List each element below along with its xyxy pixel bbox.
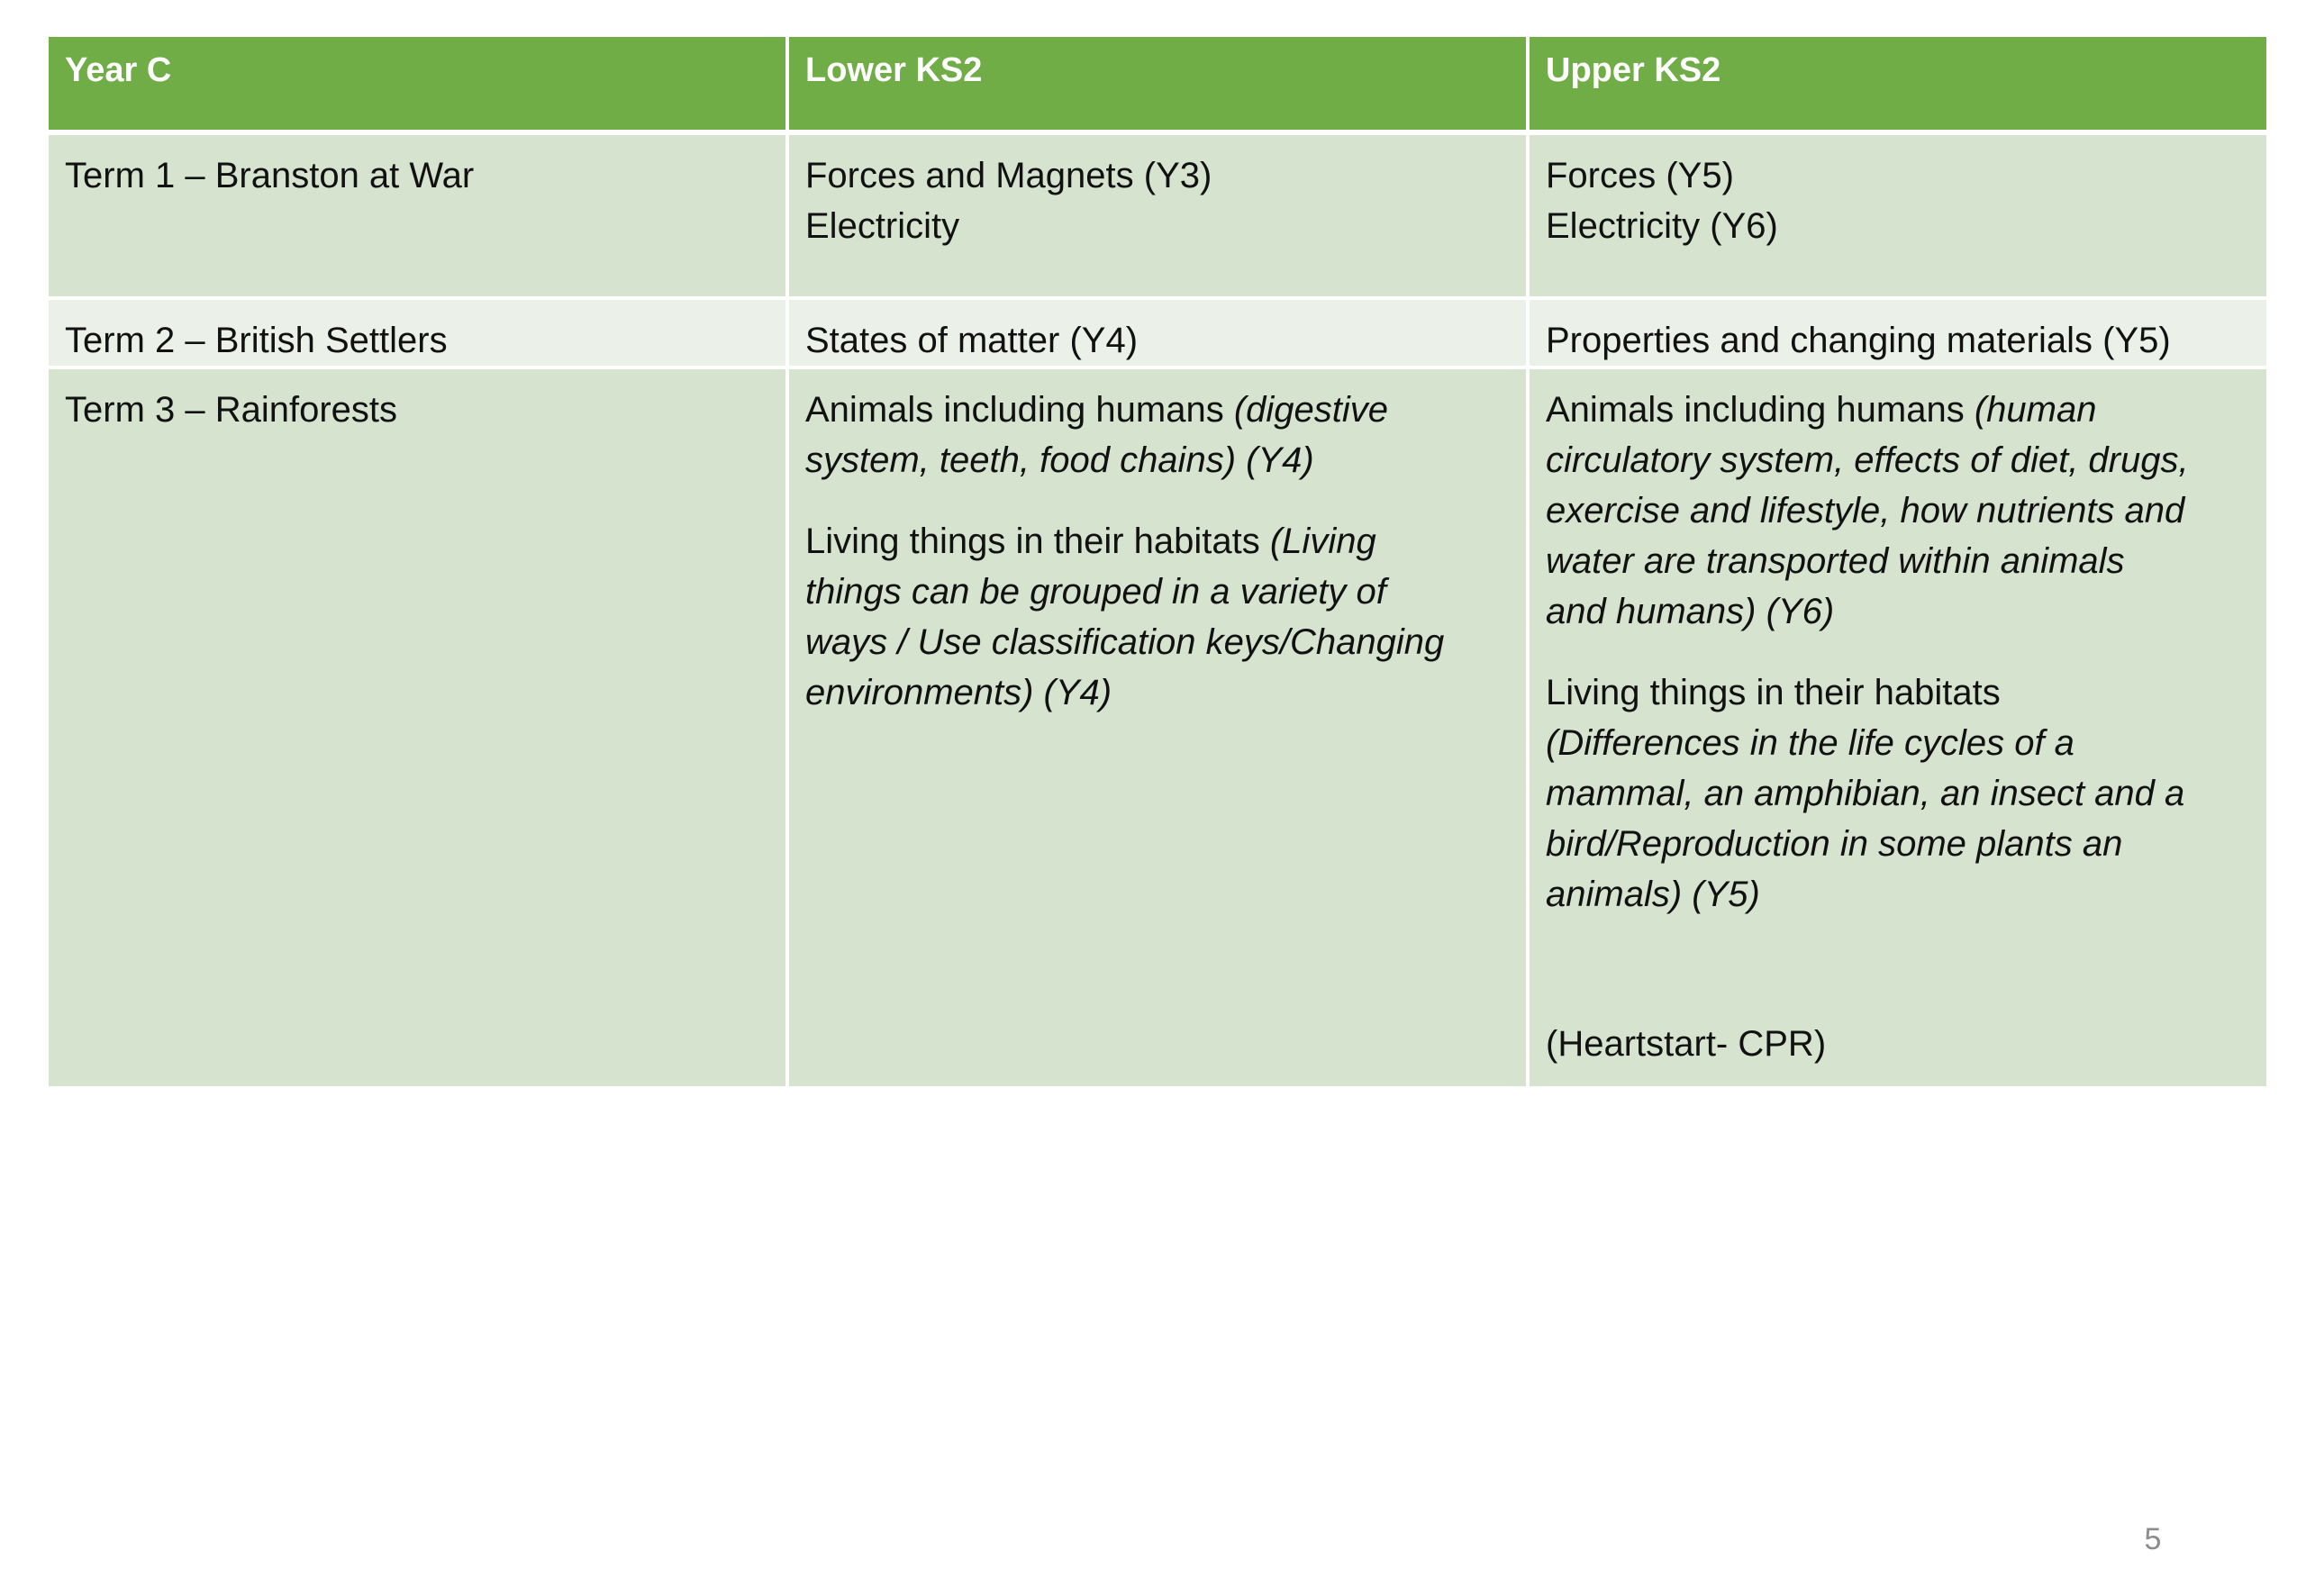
header-upper-ks2: Upper KS2	[1528, 35, 2268, 132]
topic-detail: bird/Reproduction in some plants an	[1546, 824, 2123, 864]
term-cell: Term 1 – Branston at War	[47, 132, 787, 298]
topic-detail: water are transported within animals	[1546, 541, 2125, 581]
upper-ks2-cell	[1528, 367, 2268, 1088]
topic-name: Animals including humans	[1546, 390, 1975, 430]
curriculum-table	[45, 33, 2270, 1090]
table-row	[47, 132, 2268, 298]
topic-detail: ways / Use classification keys/Changing	[805, 622, 1445, 662]
topic-detail: (Differences in the life cycles of a	[1546, 723, 2074, 763]
table-row	[47, 367, 2268, 1088]
topic-detail: system, teeth, food chains) (Y4)	[805, 440, 1314, 480]
topic-detail: and humans) (Y6)	[1546, 592, 1835, 631]
upper-ks2-cell	[1528, 132, 2268, 298]
topic-detail: environments) (Y4)	[805, 673, 1112, 712]
topic-line	[805, 385, 1510, 435]
paragraph-gap	[1546, 920, 2250, 1019]
topic-line: Forces (Y5)	[1546, 156, 1734, 195]
page-number: 5	[2144, 1522, 2162, 1556]
topic-detail: circulatory system, effects of diet, drugs,	[1546, 440, 2189, 480]
topic-name: Living things in their habitats	[1546, 673, 2001, 712]
topic-line	[805, 516, 1510, 567]
table-header	[47, 35, 2268, 132]
header-lower-ks2: Lower KS2	[787, 35, 1528, 132]
topic-name: Animals including humans	[805, 390, 1234, 430]
table-row	[47, 298, 2268, 367]
topic-detail: animals) (Y5)	[1546, 875, 1760, 914]
paragraph-gap	[1546, 637, 2250, 667]
topic-detail: exercise and lifestyle, how nutrients and	[1546, 491, 2185, 530]
topic-detail: (Living	[1269, 521, 1376, 561]
lower-ks2-cell: States of matter (Y4)	[787, 298, 1528, 367]
topic-name: Living things in their habitats	[805, 521, 1270, 561]
header-year-c: Year C	[47, 35, 787, 132]
topic-line: Electricity (Y6)	[1546, 206, 1778, 246]
note-line: (Heartstart- CPR)	[1546, 1024, 1827, 1064]
topic-detail: (human	[1974, 390, 2097, 430]
topic-line: Electricity	[805, 206, 960, 246]
term-cell: Term 3 – Rainforests	[47, 367, 787, 1088]
table-body	[47, 132, 2268, 1088]
paragraph-gap	[805, 485, 1510, 516]
topic-detail: mammal, an amphibian, an insect and a	[1546, 774, 2185, 813]
topic-detail: things can be grouped in a variety of	[805, 572, 1386, 612]
topic-line	[1546, 385, 2250, 435]
lower-ks2-cell	[787, 132, 1528, 298]
term-cell: Term 2 – British Settlers	[47, 298, 787, 367]
header-row	[47, 35, 2268, 132]
upper-ks2-cell: Properties and changing materials (Y5)	[1528, 298, 2268, 367]
topic-detail: (digestive	[1233, 390, 1389, 430]
topic-line: Forces and Magnets (Y3)	[805, 156, 1212, 195]
lower-ks2-cell	[787, 367, 1528, 1088]
